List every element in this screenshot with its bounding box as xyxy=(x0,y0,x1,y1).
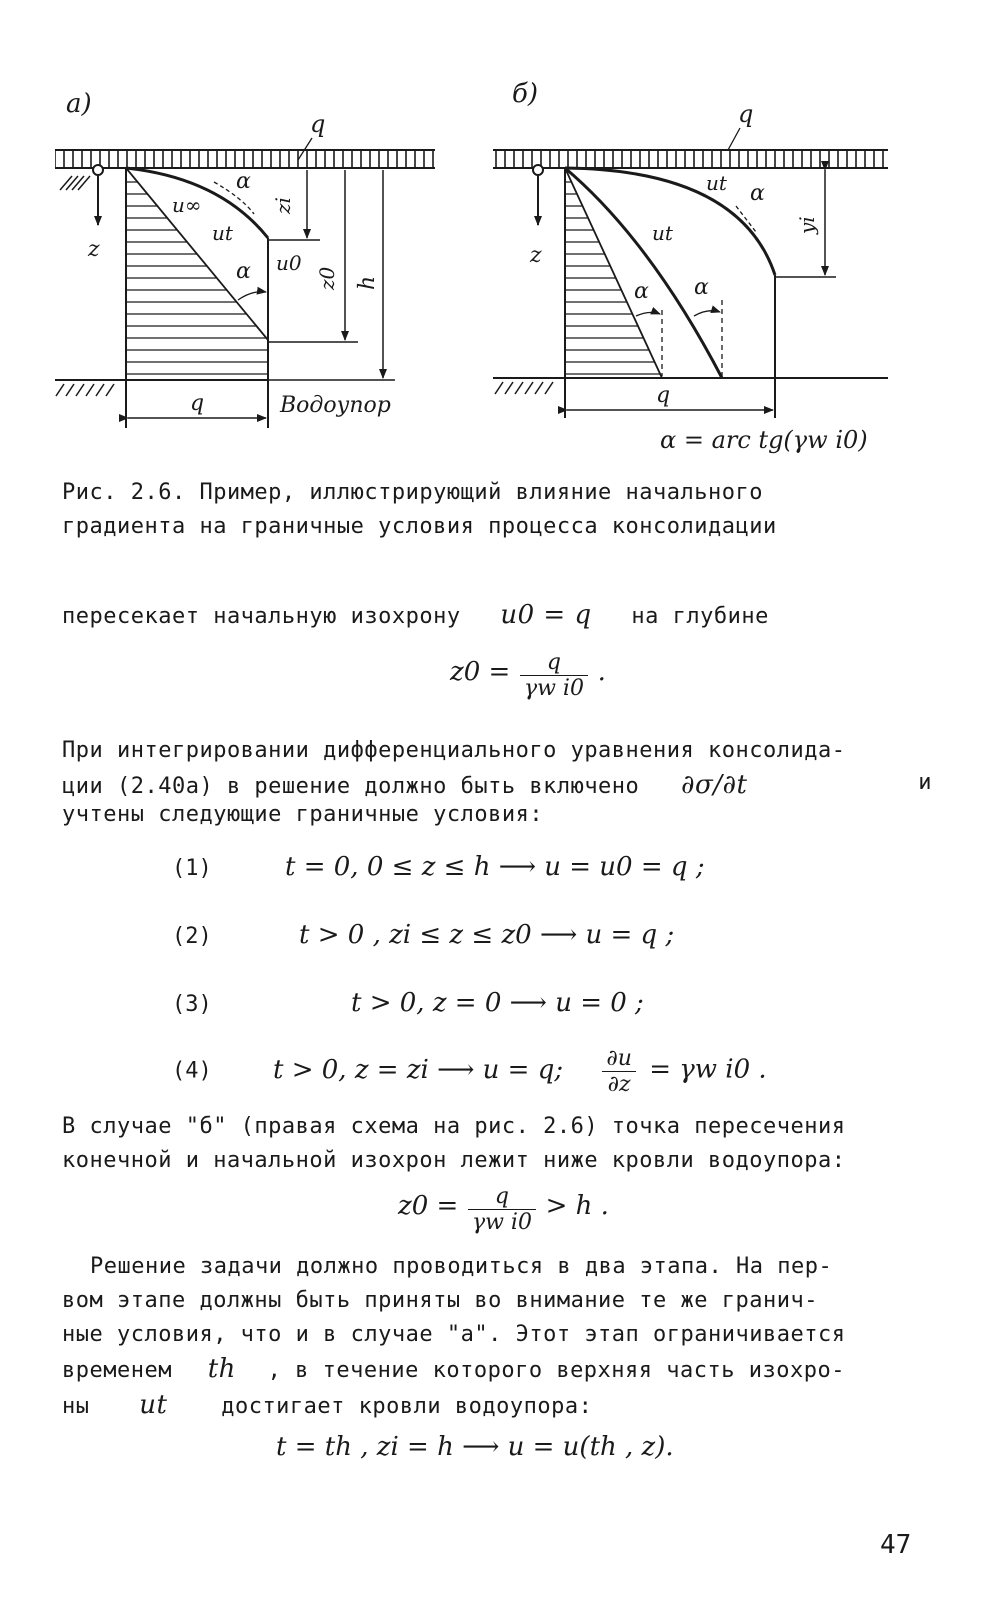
u-0-label-a: u0 xyxy=(276,251,302,275)
cond2-number: (2) xyxy=(172,924,212,949)
cond2-formula: t > 0 , zi ≤ z ≤ z0 ⟶ u = q ; xyxy=(299,920,675,950)
panel-a-label: а) xyxy=(66,89,92,119)
equation-3: t = th , zi = h ⟶ u = u(th , z). xyxy=(276,1432,674,1462)
alpha-formula: α = arc tg(γw i0) xyxy=(660,426,868,454)
aquitard-label: Водоупор xyxy=(280,393,391,418)
paragraph-4-line-4 xyxy=(62,1354,845,1384)
condition-1 xyxy=(172,852,705,882)
equation-z0-1 xyxy=(450,650,606,701)
p2-l2c: и xyxy=(918,770,932,795)
eq1-denominator: γw i0 xyxy=(523,676,584,701)
p4-l5a: ны xyxy=(62,1394,90,1419)
p2-l2a: ции (2.40а) в решение должно быть включено xyxy=(62,774,640,799)
origin-point-b xyxy=(533,165,543,175)
u-t-label-b1: ut xyxy=(706,171,727,195)
h-label-a: h xyxy=(355,275,380,290)
alpha-label-a2: α xyxy=(236,259,251,284)
cond4-tail: = γw i0 . xyxy=(649,1054,767,1085)
condition-3 xyxy=(172,988,644,1018)
z0-label-a: z0 xyxy=(315,266,339,290)
eq1-tail: . xyxy=(597,657,606,687)
p1-start: пересекает начальную изохрону xyxy=(62,604,461,629)
alpha-label-a1: α xyxy=(236,169,251,194)
paragraph-3-line-1: В случае "б" (правая схема на рис. 2.6) точка пересечения xyxy=(62,1114,846,1139)
hatched-triangle-b xyxy=(565,182,670,374)
cond4-formula: t > 0, z = zi ⟶ u = q; xyxy=(273,1054,564,1085)
zi-label-a: zi xyxy=(271,197,295,214)
paragraph-2-line-1: При интегрировании дифференциального уравнения консолида- xyxy=(62,738,846,763)
origin-point-a xyxy=(93,165,103,175)
panel-b-label: б) xyxy=(512,79,539,109)
figure-2-6 xyxy=(0,0,993,470)
paragraph-3-line-2: конечной и начальной изохрон лежит ниже кровли водоупора: xyxy=(62,1148,846,1173)
paragraph-4-line-5 xyxy=(62,1390,592,1420)
paragraph-4-line-1: Решение задачи должно проводиться в два этапа. На пер- xyxy=(90,1254,833,1279)
figure-caption-line-2: градиента на граничные условия процесса консолидации xyxy=(62,514,777,539)
alpha-label-b2: α xyxy=(694,275,709,300)
support-hatch-a xyxy=(60,176,90,190)
eq2-fraction xyxy=(468,1184,536,1235)
page-number: 47 xyxy=(880,1530,912,1560)
eq2-lhs: z0 = xyxy=(398,1191,459,1221)
u-t-label-b2: ut xyxy=(652,221,673,245)
q-bottom-label-a: q xyxy=(190,391,205,416)
cond3-number: (3) xyxy=(172,992,212,1017)
alpha-label-b1: α xyxy=(634,279,649,304)
figure-caption-line-1: Рис. 2.6. Пример, иллюстрирующий влияние начального xyxy=(62,480,764,505)
paragraph-4-line-2: вом этапе должны быть приняты во внимание те же гранич- xyxy=(62,1288,818,1313)
p1-formula: u0 = q xyxy=(500,600,592,630)
condition-2 xyxy=(172,920,674,950)
paragraph-1 xyxy=(62,600,769,630)
p4-l4a: временем xyxy=(62,1358,172,1383)
cond1-number: (1) xyxy=(172,856,212,881)
eq2-denominator: γw i0 xyxy=(471,1210,532,1235)
z-label-a: z xyxy=(88,237,100,262)
equation-z0-2 xyxy=(398,1184,609,1235)
p4-l5c: достигает кровли водоупора: xyxy=(221,1394,593,1419)
eq2-tail: > h . xyxy=(545,1191,609,1221)
u-inf-line-b xyxy=(565,168,662,378)
u-t-label-a: ut xyxy=(212,221,233,245)
surface-load-a xyxy=(55,150,435,168)
p4-l5b: ut xyxy=(139,1390,168,1420)
cond4-numerator: ∂u xyxy=(602,1046,636,1072)
u-t-curve-b1 xyxy=(565,168,722,378)
u-inf-label-a: u∞ xyxy=(172,193,202,217)
p4-l4c: , в течение которого верхняя часть изохро- xyxy=(267,1358,845,1383)
q-bottom-label-b: q xyxy=(656,383,671,408)
paragraph-2-line-3: учтены следующие граничные условия: xyxy=(62,802,544,827)
alpha-label-b3: α xyxy=(750,181,765,206)
cond1-formula: t = 0, 0 ≤ z ≤ h ⟶ u = u0 = q ; xyxy=(285,852,705,882)
p4-l4b: th xyxy=(207,1354,236,1384)
paragraph-4-line-3: ные условия, что и в случае "а". Этот этап ограничивается xyxy=(62,1322,846,1347)
q-top-label-b: q xyxy=(738,100,754,128)
q-top-label-a: q xyxy=(310,110,326,138)
paragraph-2-line-2 xyxy=(62,770,932,800)
hatched-triangle-a xyxy=(126,182,290,338)
z-label-b: z xyxy=(530,243,542,268)
p2-l2b: ∂σ/∂t xyxy=(681,770,748,800)
eq1-lhs: z0 = xyxy=(450,657,511,687)
condition-4 xyxy=(172,1046,767,1097)
cond4-number: (4) xyxy=(172,1058,212,1084)
surface-load-b xyxy=(493,150,888,168)
eq2-numerator: q xyxy=(468,1184,536,1210)
eq1-fraction xyxy=(520,650,588,701)
cond4-denominator: ∂z xyxy=(607,1072,631,1097)
yi-label-b: yi xyxy=(795,216,819,234)
eq1-numerator: q xyxy=(520,650,588,676)
cond3-formula: t > 0, z = 0 ⟶ u = 0 ; xyxy=(351,988,644,1018)
p1-end: на глубине xyxy=(631,604,769,629)
cond4-derivative xyxy=(602,1046,636,1097)
